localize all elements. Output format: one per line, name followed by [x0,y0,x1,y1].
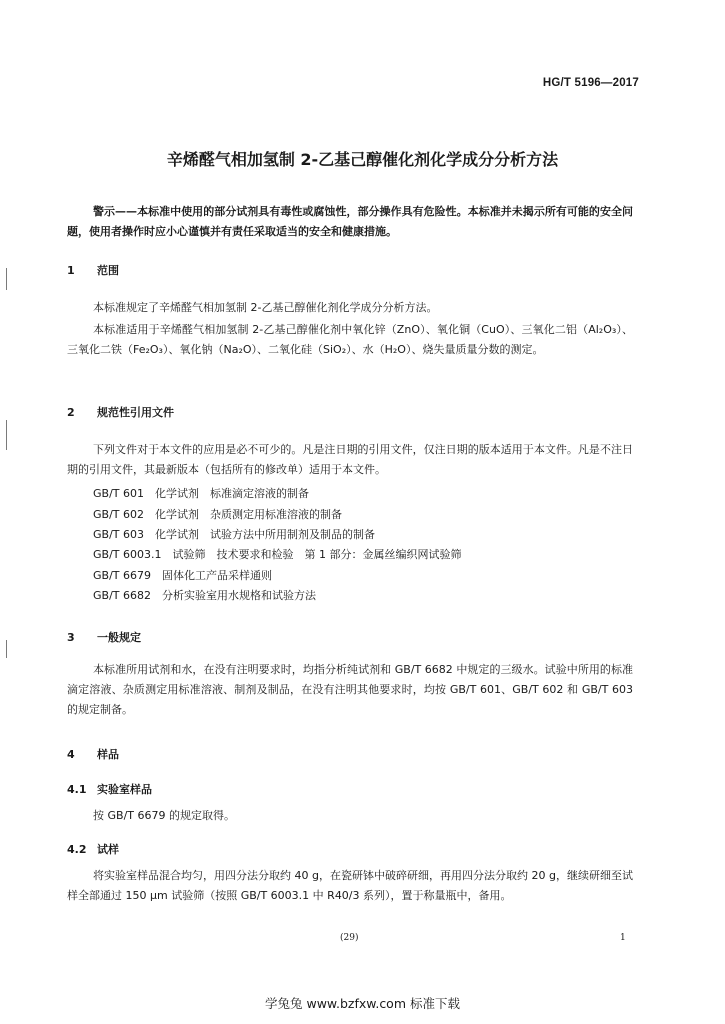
section-title: 样品 [97,748,119,761]
reference-item: GB/T 6003.1 试验筛 技术要求和检验 第 1 部分：金属丝编织网试验筛 [93,548,462,561]
scan-edge-mark [6,420,7,450]
section-number: 4.2 [67,843,87,856]
section-4-1-heading [67,781,152,797]
section-number: 1 [67,264,75,277]
references-intro: 下列文件对于本文件的应用是必不可少的。凡是注日期的引用文件，仅注日期的版本适用于本文件。凡是不注日期的引用文件，其最新版本（包括所有的修改单）适用于本文件。 [67,443,633,476]
reference-item: GB/T 6679 固体化工产品采样通则 [93,569,272,582]
section-title: 实验室样品 [97,783,152,796]
scan-edge-mark [6,268,7,290]
page-number: 1 [620,933,626,943]
reference-item: GB/T 603 化学试剂 试验方法中所用制剂及制品的制备 [93,528,375,541]
watermark-footer: 学兔兔 www.bzfxw.com 标准下载 [265,996,460,1011]
reference-item: GB/T 602 化学试剂 杂质测定用标准溶液的制备 [93,508,342,521]
section-title: 规范性引用文件 [97,406,174,419]
section-number: 4 [67,748,75,761]
test-sample-paragraph: 将实验室样品混合均匀，用四分法分取约 40 g，在瓷研钵中破碎研细，再用四分法分取约 20 g，继续研细至试样全部通过 150 μm 试验筛（按照 GB/T 6003.1 中 R40/3 系列），置于称量瓶中，备用。 [67,869,633,902]
reference-item: GB/T 601 化学试剂 标准滴定溶液的制备 [93,487,309,500]
general-provisions-paragraph: 本标准所用试剂和水，在没有注明要求时，均指分析纯试剂和 GB/T 6682 中规定的三级水。试验中所用的标准滴定溶液、杂质测定用标准溶液、制剂及制品，在没有注明其他要求时，均按 GB/T 601、GB/T 602 和 GB/T 603 的规定制备。 [67,663,633,716]
scan-edge-mark [6,640,7,658]
scope-paragraph-1: 本标准规定了辛烯醛气相加氢制 2-乙基己醇催化剂化学成分分析方法。 [93,301,438,314]
section-number: 4.1 [67,783,87,796]
standard-code: HG/T 5196—2017 [542,77,639,89]
section-number: 3 [67,631,75,644]
warning-paragraph: 警示——本标准中使用的部分试剂具有毒性或腐蚀性，部分操作具有危险性。本标准并未揭示所有可能的安全问题，使用者操作时应小心谨慎并有责任采取适当的安全和健康措施。 [67,205,633,238]
section-2-heading [67,404,174,420]
section-4-2-heading [67,841,119,857]
section-title: 一般规定 [97,631,141,644]
section-title: 试样 [97,843,119,856]
reference-item: GB/T 6682 分析实验室用水规格和试验方法 [93,589,316,602]
section-3-heading [67,629,141,645]
section-1-heading [67,262,119,278]
section-number: 2 [67,406,75,419]
section-title: 范围 [97,264,119,277]
scope-paragraph-2: 本标准适用于辛烯醛气相加氢制 2-乙基己醇催化剂中氧化锌（ZnO）、氧化铜（CuO）、三氧化二铝（Al₂O₃）、三氧化二铁（Fe₂O₃）、氧化钠（Na₂O）、二氧化硅（SiO₂）、水（H₂O）、烧失量质量分数的测定。 [67,323,633,356]
section-4-heading [67,746,119,762]
printed-page-number: (29) [340,933,359,943]
laboratory-sample-paragraph: 按 GB/T 6679 的规定取得。 [93,809,235,822]
document-title: 辛烯醛气相加氢制 2-乙基己醇催化剂化学成分分析方法 [166,150,559,169]
